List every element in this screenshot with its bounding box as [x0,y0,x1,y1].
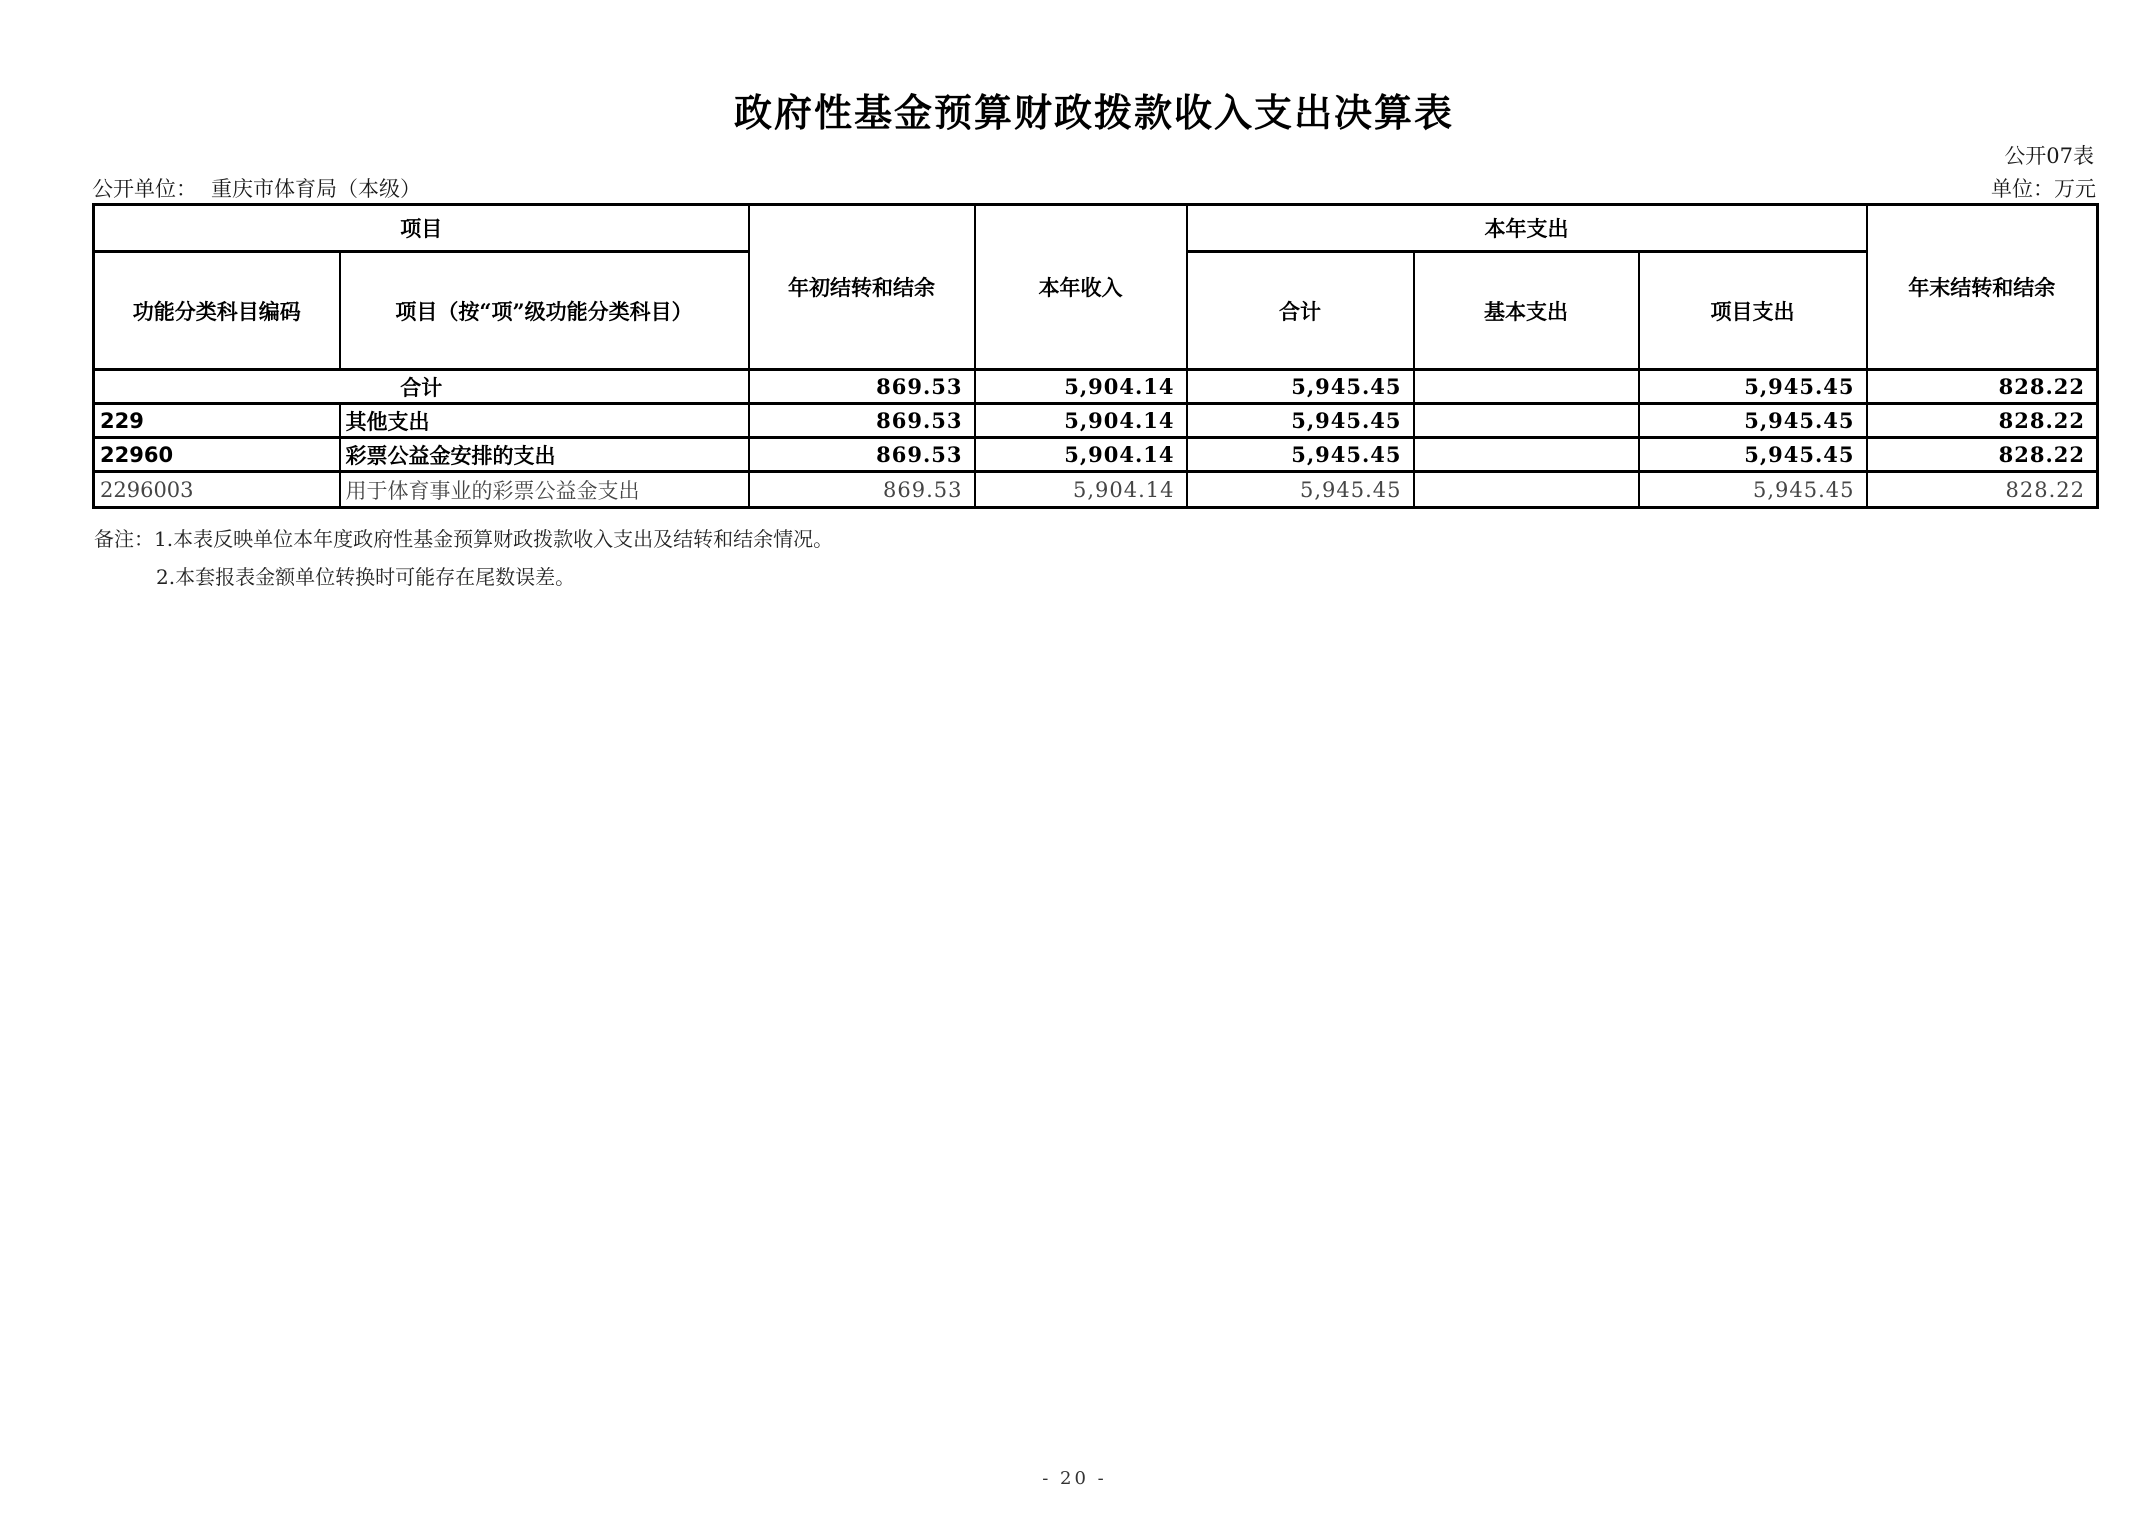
notes-block [94,520,833,596]
money-unit-label: 单位：万元 [1991,177,2096,201]
header-expense-total: 合计 [1187,252,1414,370]
document-sheet [92,0,2096,1520]
cell-item-name: 彩票公益金安排的支出 [340,438,749,472]
cell-project-expense: 5,945.45 [1639,472,1867,508]
cell-item-name: 用于体育事业的彩票公益金支出 [340,472,749,508]
page-number: - 20 - [1042,1468,1107,1489]
table-row [94,404,2098,438]
cell-end-balance: 828.22 [1867,404,2098,438]
cell-code: 229 [94,404,340,438]
cell-begin-balance: 869.53 [749,404,975,438]
cell-basic-expense [1414,472,1639,508]
note-line: 备注：1.本表反映单位本年度政府性基金预算财政拨款收入支出及结转和结余情况。 [94,527,834,551]
header-project-expense: 项目支出 [1639,252,1867,370]
cell-item-name: 其他支出 [340,404,749,438]
cell-expense-total: 5,945.45 [1187,438,1414,472]
table-row [94,438,2098,472]
cell-end-balance: 828.22 [1867,472,2098,508]
table-row [94,472,2098,508]
cell-basic-expense [1414,370,1639,404]
cell-basic-expense [1414,438,1639,472]
note-line: 2.本套报表金额单位转换时可能存在尾数误差。 [156,565,576,589]
header-item-group: 项目 [94,205,749,252]
header-basic-expense: 基本支出 [1414,252,1639,370]
publish-unit-value: 重庆市体育局（本级） [211,177,421,201]
cell-begin-balance: 869.53 [749,438,975,472]
header-current-income: 本年收入 [975,205,1187,370]
cell-begin-balance: 869.53 [749,370,975,404]
cell-code: 2296003 [94,472,340,508]
cell-project-expense: 5,945.45 [1639,404,1867,438]
fiscal-table [92,203,2099,509]
cell-basic-expense [1414,404,1639,438]
cell-expense-total: 5,945.45 [1187,404,1414,438]
cell-current-income: 5,904.14 [975,438,1187,472]
page-title: 政府性基金预算财政拨款收入支出决算表 [733,91,1454,135]
header-expense-group: 本年支出 [1187,205,1867,252]
cell-expense-total: 5,945.45 [1187,370,1414,404]
cell-begin-balance: 869.53 [749,472,975,508]
meta-row [92,173,2096,203]
cell-code: 22960 [94,438,340,472]
header-row-1 [94,205,2098,252]
cell-item-name: 合计 [94,370,749,404]
header-end-balance: 年末结转和结余 [1867,205,2098,370]
cell-current-income: 5,904.14 [975,370,1187,404]
publish-unit-label: 公开单位： [92,177,197,201]
header-function-code: 功能分类科目编码 [94,252,340,370]
table-row-total [94,370,2098,404]
cell-current-income: 5,904.14 [975,472,1187,508]
cell-current-income: 5,904.14 [975,404,1187,438]
header-item-name: 项目（按“项”级功能分类科目） [340,252,749,370]
cell-end-balance: 828.22 [1867,438,2098,472]
cell-project-expense: 5,945.45 [1639,370,1867,404]
publish-unit-line [92,173,421,203]
cell-end-balance: 828.22 [1867,370,2098,404]
cell-project-expense: 5,945.45 [1639,438,1867,472]
header-begin-balance: 年初结转和结余 [749,205,975,370]
cell-expense-total: 5,945.45 [1187,472,1414,508]
table-number-label: 公开07表 [2004,144,2094,168]
